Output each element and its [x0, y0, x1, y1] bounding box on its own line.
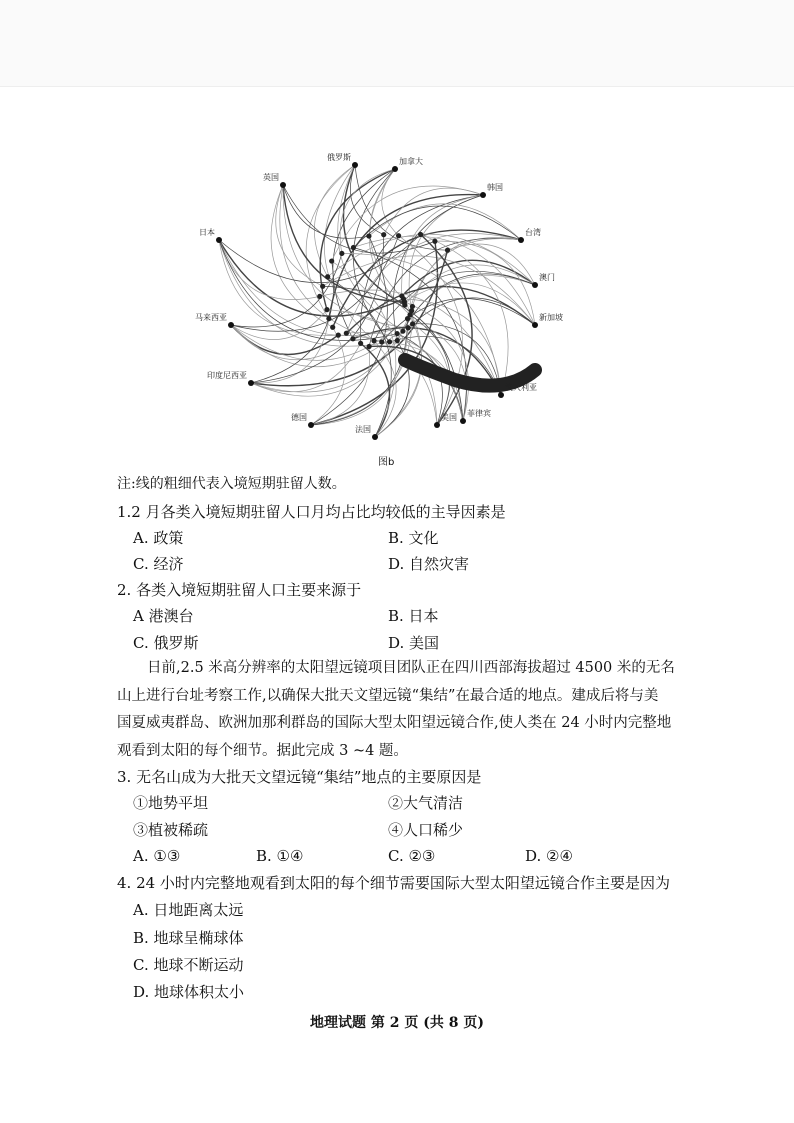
flow-line [276, 185, 323, 286]
q4-stem: 4. 24 小时内完整地观看到太阳的每个细节需要国际大型太阳望远镜合作主要是因为 [117, 874, 670, 892]
q3-option-a: A. ①③ [133, 847, 181, 865]
passage-line-2: 山上进行台址考察工作,以确保大批天文望远镜“集结”在最合适的地点。建成后将与美 [117, 688, 659, 704]
inner-node [381, 232, 386, 237]
flow-line [350, 165, 383, 235]
outer-node [392, 166, 398, 172]
outer-node [308, 422, 314, 428]
q3-option-b: B. ①④ [256, 847, 304, 865]
q1-stem: 1.2 月各类入境短期驻留人口月均占比均较低的主导因素是 [117, 503, 506, 521]
outer-node [498, 392, 504, 398]
inner-node [366, 233, 371, 238]
q3-item-4: ④人口稀少 [388, 821, 464, 839]
inner-node [325, 274, 330, 279]
flow-network-figure [195, 153, 565, 475]
inner-node [432, 239, 437, 244]
outer-node [228, 322, 234, 328]
node-label: 加拿大 [399, 157, 423, 166]
node-label: 英国 [263, 173, 279, 182]
node-label: 新加坡 [539, 313, 563, 322]
outer-node [352, 162, 358, 168]
flow-line [231, 236, 399, 332]
inner-node [399, 293, 404, 298]
q1-option-b: B. 文化 [388, 529, 439, 547]
outer-node [280, 182, 286, 188]
flow-line [219, 240, 320, 300]
passage-line-4: 观看到太阳的每个细节。据此完成 3 ~4 题。 [117, 743, 408, 759]
inner-node [371, 338, 376, 343]
inner-node [358, 341, 363, 346]
node-label: 台湾 [525, 228, 541, 237]
inner-node [336, 333, 341, 338]
node-label: 澳大利亚 [505, 383, 537, 392]
q4-option-a: A. 日地距离太远 [133, 901, 244, 919]
q4-option-b: B. 地球呈椭球体 [133, 929, 244, 947]
inner-node [326, 316, 331, 321]
outer-node [532, 322, 538, 328]
inner-node [410, 304, 415, 309]
inner-node [329, 258, 334, 263]
inner-node [410, 321, 415, 326]
q3-option-c: C. ②③ [388, 847, 436, 865]
q2-option-b: B. 日本 [388, 607, 439, 625]
outer-node [434, 422, 440, 428]
q2-option-a: A 港澳台 [133, 607, 194, 625]
inner-node [344, 331, 349, 336]
flow-line [382, 169, 399, 236]
figure-note: 注:线的粗细代表入境短期驻留人数。 [117, 476, 346, 492]
inner-node [400, 329, 405, 334]
outer-node [532, 282, 538, 288]
node-label: 韩国 [487, 183, 503, 192]
node-label: 德国 [291, 413, 307, 422]
q1-option-a: A. 政策 [133, 529, 184, 547]
inner-node [418, 232, 423, 237]
node-label: 法国 [355, 425, 371, 434]
node-label: 菲律宾 [467, 409, 491, 418]
flow-line [353, 236, 535, 325]
inner-node [395, 338, 400, 343]
q1-option-c: C. 经济 [133, 555, 184, 573]
inner-node [350, 336, 355, 341]
inner-node [366, 344, 371, 349]
q2-option-d: D. 美国 [388, 634, 440, 652]
node-label: 俄罗斯 [327, 153, 351, 162]
outer-node [372, 434, 378, 440]
figure-caption: 图b [378, 457, 395, 468]
q2-option-c: C. 俄罗斯 [133, 634, 199, 652]
outer-node [460, 418, 466, 424]
q4-option-c: C. 地球不断运动 [133, 956, 244, 974]
inner-node [387, 339, 392, 344]
q2-stem: 2. 各类入境短期驻留人口主要来源于 [117, 581, 362, 599]
passage-line-1: 日前,2.5 米高分辨率的太阳望远镜项目团队正在四川西部海拔超过 4500 米的无名 [147, 660, 675, 676]
node-label: 日本 [199, 228, 215, 237]
inner-node [379, 339, 384, 344]
node-label: 美国 [441, 413, 457, 422]
inner-node [324, 307, 329, 312]
page-footer: 地理试题 第 2 页 (共 8 页) [310, 1015, 484, 1031]
node-label: 印度尼西亚 [207, 371, 247, 380]
inner-node [445, 248, 450, 253]
top-band [0, 0, 794, 87]
q3-option-d: D. ②④ [525, 847, 573, 865]
q3-stem: 3. 无名山成为大批天文望远镜“集结”地点的主要原因是 [117, 768, 482, 786]
q3-item-1: ①地势平坦 [133, 794, 209, 812]
heavy-flow-line [405, 360, 535, 386]
node-label: 澳门 [539, 273, 555, 282]
inner-node [339, 251, 344, 256]
q1-option-d: D. 自然灾害 [388, 555, 470, 573]
inner-node [320, 284, 325, 289]
q3-item-3: ③植被稀疏 [133, 821, 209, 839]
q3-item-2: ②大气清洁 [388, 794, 464, 812]
node-label: 马来西亚 [195, 313, 227, 322]
inner-node [394, 331, 399, 336]
q4-option-d: D. 地球体积太小 [133, 983, 245, 1001]
outer-node [518, 237, 524, 243]
inner-node [396, 233, 401, 238]
outer-node [216, 237, 222, 243]
inner-node [330, 325, 335, 330]
inner-node [317, 294, 322, 299]
inner-node [406, 325, 411, 330]
flow-network-svg [195, 153, 565, 475]
outer-node [248, 380, 254, 386]
passage-line-3: 国夏威夷群岛、欧洲加那利群岛的国际大型太阳望远镜合作,使人类在 24 小时内完整地 [117, 715, 672, 731]
outer-node [480, 192, 486, 198]
inner-node [351, 245, 356, 250]
